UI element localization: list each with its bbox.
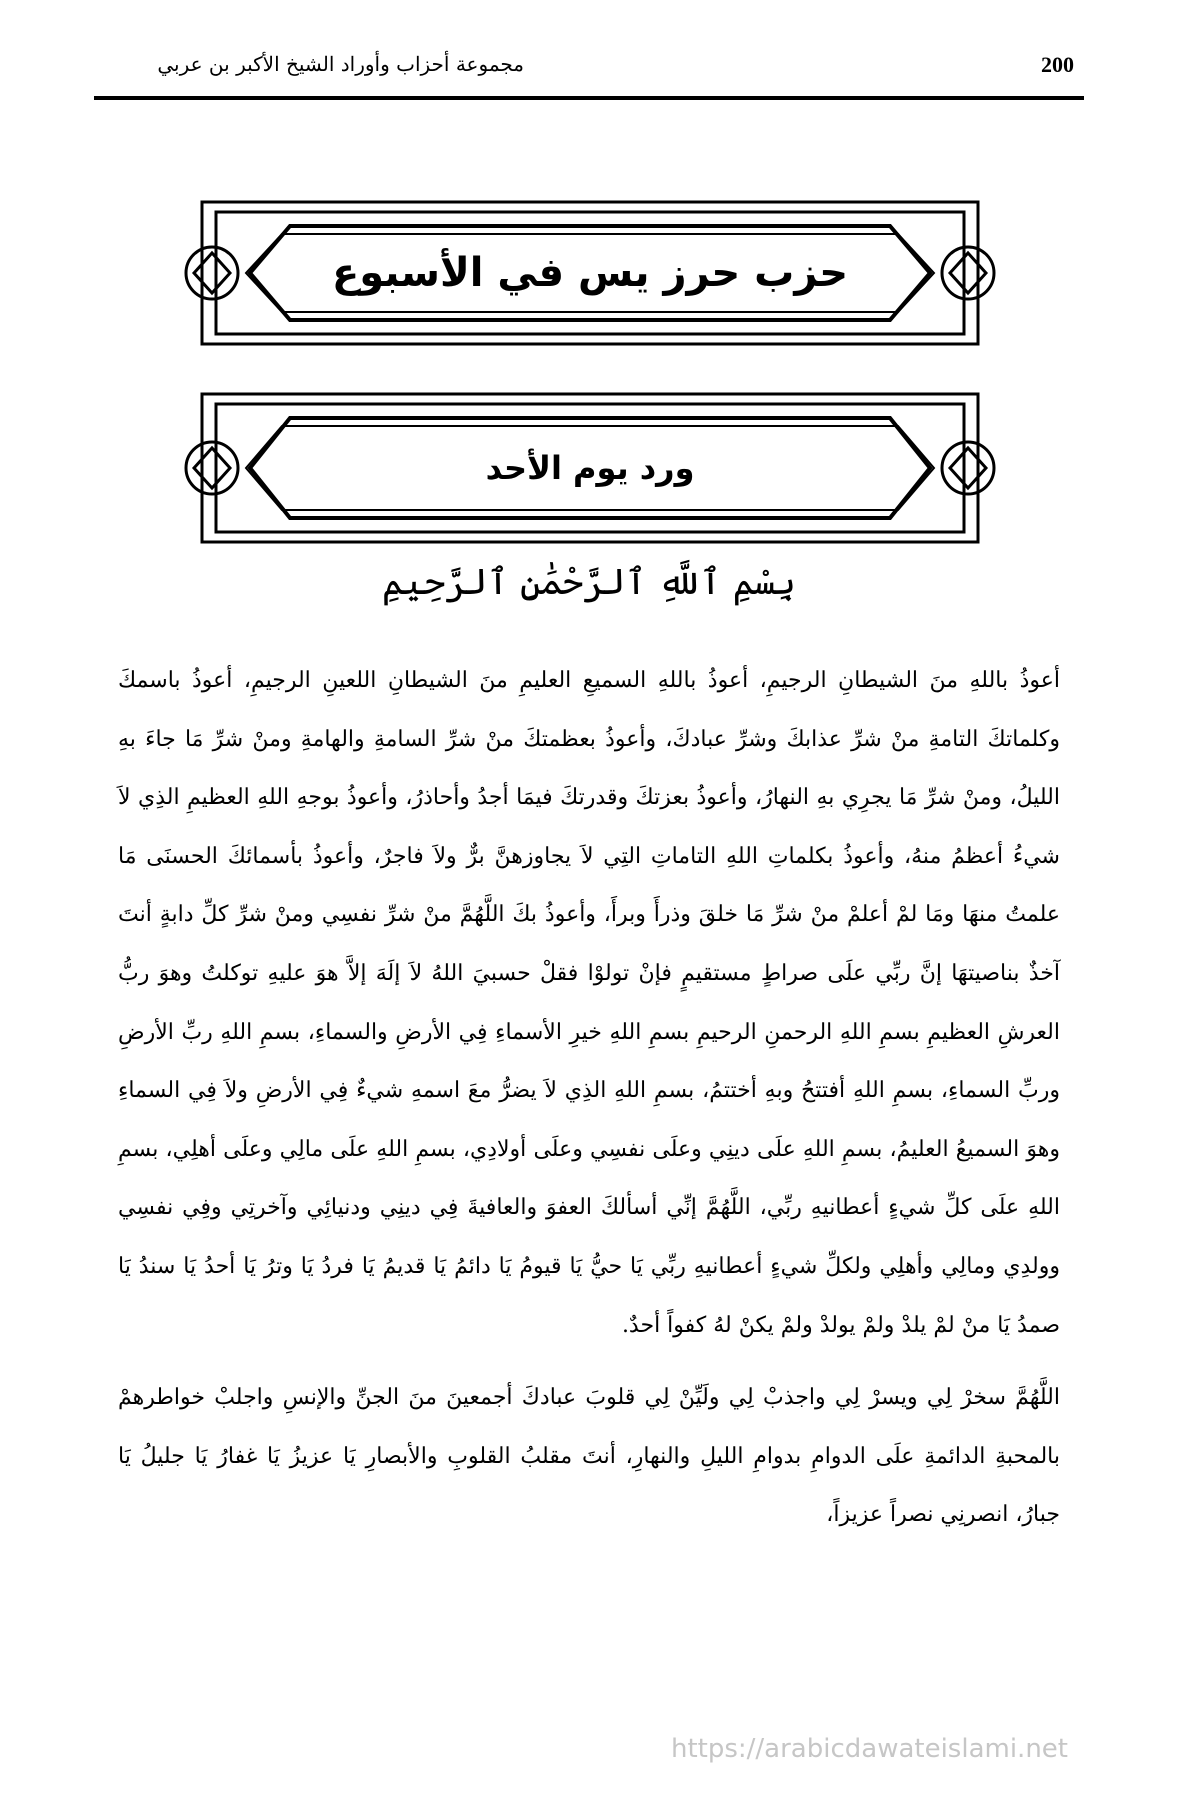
body-text [118,652,1060,1545]
paragraph: اللَّهُمَّ سخرْ لِي ويسرْ لِي واجذبْ لِي ولَيِّنْ لِي قلوبَ عبادكَ أجمعينَ منَ الجنِّ والإنسِ واجلبْ خواطرهمْ بالمحبةِ الدائمةِ علَى الدوامِ بدوامِ الليلِ والنهارِ، أنتَ مقلبُ القلوبِ والأبصارِ يَا عزيزُ يَا غفارُ يَا جليلُ يَا جبارُ، انصرنِي نصراً عزيزاً، [118,1385,1060,1528]
page-number: 200 [1041,52,1074,77]
book-title: مجموعة أحزاب وأوراد الشيخ الأكبر بن عربي [157,52,524,76]
chapter-title-banner [172,198,1008,348]
section-title-banner [172,390,1008,546]
chapter-title: حزب حرز يس في الأسبوع [331,250,849,296]
page-header [94,44,1084,100]
header-rule [94,96,1084,100]
basmala: بِسْمِ ٱللَّهِ ٱلرَّحْمَٰنِ ٱلرَّحِيمِ [381,562,797,603]
watermark: https://arabicdawateislami.net [670,1734,1068,1764]
paragraph: أعوذُ باللهِ منَ الشيطانِ الرجيمِ، أعوذُ باللهِ السميعِ العليمِ منَ الشيطانِ اللعينِ الرجيمِ، أعوذُ باسمكَ وكلماتكَ التامةِ منْ شرِّ عذابكَ وشرِّ عبادكَ، وأعوذُ بعظمتكَ منْ شرِّ السامةِ والهامةِ ومنْ شرِّ مَا جاءَ بهِ الليلُ، ومنْ شرِّ مَا يجرِي بهِ النهارُ، وأعوذُ بعزتكَ وقدرتكَ فيمَا أجدُ وأحاذرُ، وأعوذُ بوجهِ اللهِ العظيمِ الذِي لاَ شيءُ أعظمُ منهُ، وأعوذُ بكلماتِ اللهِ التاماتِ التِي لاَ يجاوزهنَّ برٌّ ولاَ فاجرٌ، وأعوذُ بأسمائكَ الحسنَى مَا علمتُ منهَا ومَا لمْ أعلمْ منْ شرِّ مَا خلقَ وذرأَ وبرأَ، وأعوذُ بكَ اللَّهُمَّ منْ شرِّ نفسِي ومنْ شرِّ كلِّ دابةٍ أنتَ آخذٌ بناصيتهَا إنَّ ربِّي علَى صراطٍ مستقيمٍ فإنْ تولوْا فقلْ حسبيَ اللهُ لاَ إلَهَ إلاَّ هوَ عليهِ توكلتُ وهوَ ربُّ العرشِ العظيمِ بسمِ اللهِ الرحمنِ الرحيمِ بسمِ اللهِ خيرِ الأسماءِ فِي الأرضِ والسماءِ، بسمِ اللهِ ربِّ الأرضِ وربِّ السماءِ، بسمِ اللهِ أفتتحُ وبهِ أختتمُ، بسمِ اللهِ الذِي لاَ يضرُّ معَ اسمهِ شيءٌ فِي الأرضِ ولاَ فِي السماءِ وهوَ السميعُ العليمُ، بسمِ اللهِ علَى دينِي وعلَى نفسِي وعلَى أولادِي، بسمِ اللهِ علَى مالِي وعلَى أهلِي، بسمِ اللهِ علَى كلِّ شيءٍ أعطانيهِ ربِّي، اللَّهُمَّ إنِّي أسألكَ العفوَ والعافيةَ فِي دينِي ودنيائِي وآخرتِي وفِي نفسِي وولدِي ومالِي وأهلِي ولكلِّ شيءٍ أعطانيهِ ربِّي يَا حيُّ يَا قيومُ يَا دائمُ يَا قديمُ يَا فردُ يَا وترُ يَا أحدُ يَا سندُ يَا صمدُ يَا منْ لمْ يلدْ ولمْ يولدْ ولمْ يكنْ لهُ كفواً أحدٌ. [118,668,1060,1338]
section-title: ورد يوم الأحد [485,449,695,487]
